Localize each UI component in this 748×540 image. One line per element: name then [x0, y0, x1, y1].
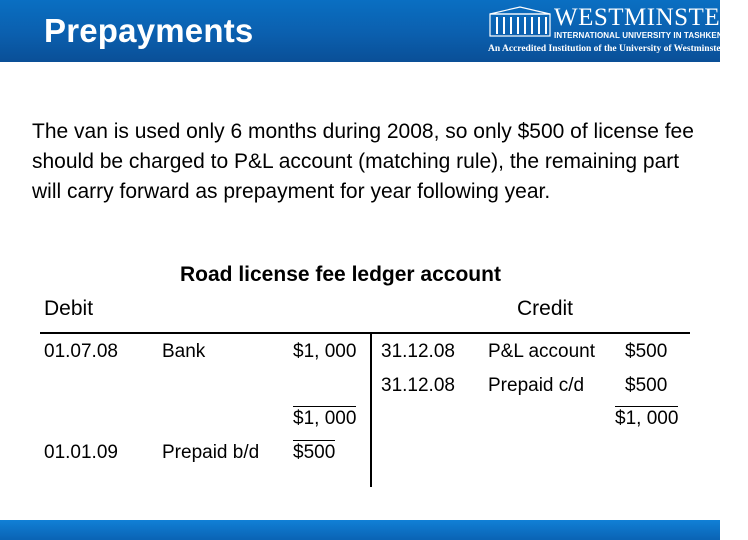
- credit-amount-2: $500: [625, 375, 668, 396]
- footer-band: [0, 520, 720, 540]
- university-logo: [488, 4, 748, 60]
- debit-total: $1, 000: [293, 408, 357, 429]
- logo-name: WESTMINSTER: [554, 4, 738, 31]
- credit-amount-1: $500: [625, 341, 668, 362]
- credit-total: $1, 000: [615, 408, 679, 429]
- debit-description-1: Bank: [162, 341, 206, 362]
- credit-date-1: 31.12.08: [381, 341, 455, 362]
- logo-tagline: An Accredited Institution of the University of Westminster (UK): [488, 44, 748, 54]
- credit-description-1: P&L account: [488, 341, 596, 362]
- ledger-title: Road license fee ledger account: [180, 263, 501, 286]
- logo-subtitle: INTERNATIONAL UNIVERSITY IN TASHKENT: [554, 31, 728, 40]
- t-account-horizontal-rule: [40, 332, 690, 334]
- credit-description-2: Prepaid c/d: [488, 375, 585, 396]
- page-title: Prepayments: [44, 12, 254, 49]
- body-paragraph: The van is used only 6 months during 2008, so only $500 of license fee should be charged to P&L account (matching rule), the remaining part will carry forward as prepayment for year following year.: [32, 120, 694, 203]
- credit-date-2: 31.12.08: [381, 375, 455, 396]
- credit-label: Credit: [517, 297, 574, 320]
- header-band: [0, 0, 748, 62]
- debit-date-1: 01.07.08: [44, 341, 118, 362]
- building-icon: [488, 6, 552, 38]
- debit-label: Debit: [44, 297, 94, 320]
- debit-date-2: 01.01.09: [44, 442, 118, 463]
- debit-amount-1: $1, 000: [293, 341, 357, 362]
- debit-amount-2: $500: [293, 442, 336, 463]
- t-account-vertical-rule: [370, 333, 372, 487]
- debit-description-2: Prepaid b/d: [162, 442, 260, 463]
